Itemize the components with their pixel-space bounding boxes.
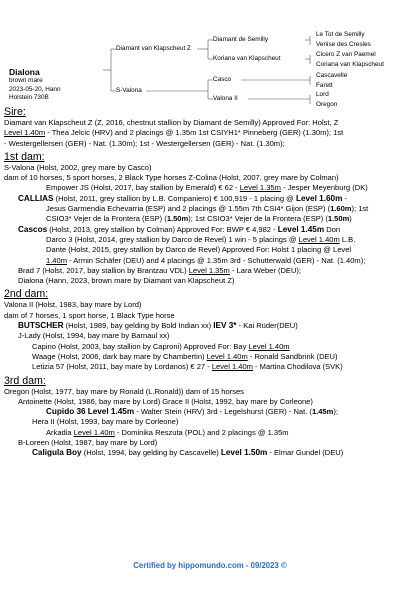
sire-line: Level 1.40m - Thea Jelcic (HRV) and 2 placings @ 1.35m 1st CSIYH1* Pinneberg (GER) (1.30m); 1st — [4, 128, 344, 138]
offspring-line: Capino (Holst, 2003, bay stallion by Caproni) Approved For: Bay Level 1.40m — [32, 341, 290, 351]
offspring-line: 1.40m - Armin Schäfer (DEU) and 4 placings @ 1.35m 3rd - Schutterwald (GER) - Nat. (1.40m); — [46, 255, 366, 265]
dam2-line: Valona II (Holst, 1983, bay mare by Lord) — [4, 300, 142, 310]
offspring-line: Empower JS (Holst, 2017, bay stallion by Emerald) € 62 - Level 1.35m - Jesper Meyenburg (DK) — [46, 183, 368, 193]
horse-name: Dialona — [9, 67, 40, 77]
pedigree-sdd: Coriana van Klapscheut — [316, 61, 384, 68]
dam3-line: Oregon (Holst, 1977, bay mare by Ronald (L.Ronald)) dam of 15 horses — [4, 386, 244, 396]
horse-birth: 2023-05-20, Hann — [9, 86, 61, 93]
dam2-line: dam of 7 horses, 1 sport horse, 1 Black Type horse — [4, 310, 175, 320]
offspring-line: Dante (Holst, 2015, grey stallion by Darco de Revel) Approved For: Holst 1 placing @ Level — [46, 245, 352, 255]
sire-line: Diamant van Klapscheut Z (Z, 2016, chestnut stallion by Diamant de Semilly) Approved For: Holst, Z — [4, 118, 339, 127]
offspring-line: Darco 3 (Holst, 2014, grey stallion by Darco de Revel) 1 win - 5 placings @ Level 1.40m L.B. — [46, 234, 356, 244]
pedigree-ssd: Venise des Cresles — [316, 41, 371, 48]
offspring-line: Caligula Boy (Holst, 1994, bay gelding by Cascavelle) Level 1.50m - Elmar Gundel (DEU) — [32, 448, 344, 458]
section-dam3-heading: 3rd dam: — [4, 374, 46, 387]
offspring-line: Arkadia Level 1.40m - Dominika Reszuta (POL) and 2 placings @ 1.35m — [46, 427, 289, 437]
level-link: Level 1.40m — [4, 128, 46, 138]
pedigree-sire-sire: Diamant de Semilly — [213, 36, 269, 43]
pedigree-sds: Cicero Z van Paemel — [316, 51, 376, 58]
offspring-line: CALLIAS (Holst, 2011, grey stallion by L.B. Companiero) € 100,919 - 1 placing @ Level 1.60m - — [18, 193, 347, 203]
pedigree-sire: Diamant van Klapscheut Z — [116, 45, 191, 52]
pedigree-dss: Cascavelle — [316, 72, 348, 79]
pedigree-dam: S-Valona — [116, 87, 142, 94]
certification-footer: Certified by hippomundo.com - 09/2023 © — [133, 561, 287, 570]
offspring-line: Jesus Garmendia Echevarria (ESP) and 2 placings @ 1.55m 7th CSI4* Gijon (ESP) (1.60m); 1st — [46, 204, 369, 214]
offspring-line: J-Lady (Holst, 1994, bay mare by Barnaul xx) — [18, 331, 170, 341]
section-dam2-heading: 2nd dam: — [4, 288, 49, 301]
offspring-line: CSIO3* Vejer de la Frontera (ESP) (1.50m); 1st CSIO3* Vejer de la Frontera (ESP) (1.50m) — [46, 214, 352, 224]
pedigree-dds: Lord — [316, 91, 329, 98]
sire-line: - Westergellersen (GER) - Nat. (1.30m); 1st - Westergellersen (GER) - Nat. (1.30m); — [4, 138, 285, 148]
pedigree-report — [4, 104, 418, 459]
offspring-line: Antoinette (Holst, 1986, bay mare by Lord) Grace II (Holst, 1992, bay mare by Corleone) — [18, 396, 313, 406]
offspring-line: Cupido 36 Level 1.45m - Walter Stein (HRV) 3rd - Legelshurst (GER) - Nat. (1.45m); — [46, 407, 338, 417]
offspring-line: Hera II (Holst, 1993, bay mare by Corleone) — [32, 417, 179, 427]
offspring-line: B-Loreen (Holst, 1987, bay mare by Lord) — [18, 438, 158, 448]
pedigree-ddd: Oregon — [316, 101, 338, 108]
pedigree-sire-dam: Koriana van Klapscheut — [213, 55, 281, 62]
horse-brand: Holstein 730B — [9, 94, 49, 101]
offspring-line: Letizia 57 (Holst, 2011, bay mare by Lordanos) € 27 - Level 1.40m - Martina Chodilova (SVK) — [32, 362, 343, 372]
pedigree-dam-sire: Casco — [213, 76, 232, 83]
offspring-line: Waage (Holst, 2006, dark bay mare by Chambertin) Level 1.40m - Ronald Sandbrink (DEU) — [32, 351, 338, 361]
offspring-line: Dialona (Hann, 2023, brown mare by Diamant van Klapscheut Z) — [18, 276, 235, 286]
pedigree-dam-dam: Valona II — [213, 95, 238, 102]
section-sire-heading: Sire: — [4, 106, 26, 118]
dam1-line: S-Valona (Holst, 2002, grey mare by Casco) — [4, 162, 152, 172]
section-dam1-heading: 1st dam: — [4, 150, 45, 163]
pedigree-sss: Le Tot de Semilly — [316, 31, 365, 38]
horse-sex-color: brown mare — [9, 77, 43, 84]
pedigree-dsd: Farett — [316, 82, 333, 89]
dam1-line: dam of 10 horses, 5 sport horses, 2 Black Type horses Z-Colina (Holst, 2007, grey mare by Colman) — [4, 173, 339, 183]
offspring-line: BUTSCHER (Holst, 1989, bay gelding by Bold Indian xx) IEV 3* - Kai Rüder(DEU) — [18, 321, 298, 331]
offspring-line: Brad 7 (Holst, 2017, bay stallion by Brantzau VDL) Level 1.35m - Lara Weber (DEU); — [18, 265, 302, 275]
offspring-line: Cascos (Holst, 2013, grey stallion by Colman) Approved For: BWP € 4,982 - Level 1.45m Don — [18, 224, 341, 234]
